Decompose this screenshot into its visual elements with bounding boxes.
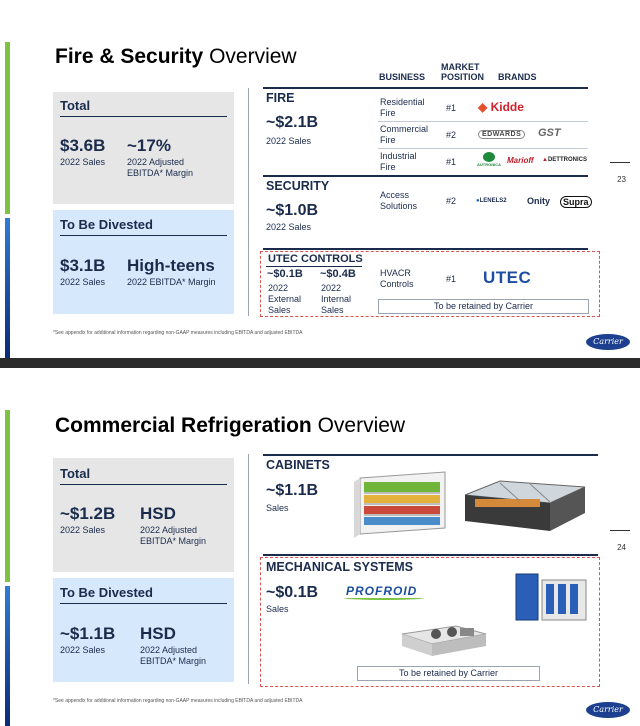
brand-edwards: EDWARDS [478,130,525,139]
total-margin-label: 2022 Adjusted EBITDA* Margin [140,525,207,546]
brand-gst: GST [538,127,561,139]
header-rule [263,87,588,89]
row-commercial-fire: Commercial Fire [380,124,429,145]
rank-industrial: #1 [446,157,457,167]
footnote: *See appendix for additional information regarding non-GAAP measures including EBITDA and adjusted EBITDA [53,330,303,336]
panel-rule [60,235,227,236]
divest-sales-value: $3.1B [60,256,106,275]
security-value: ~$1.0B [266,202,319,219]
panel-rule [60,116,227,117]
fire-heading: FIRE [266,91,295,105]
compressor-unit-image [396,616,492,660]
brand-profroid: PROFROID [346,584,417,598]
rank-commercial: #2 [446,130,457,140]
page-number: 24 [617,543,626,552]
brand-autronica: AUTRONICA [476,152,502,169]
divider-line [248,454,249,684]
accent-bar-green [5,410,10,582]
carrier-logo: Carrier [586,702,630,718]
utec-internal-value: ~$0.4B [320,268,356,280]
utec-internal-label: 2022 Internal Sales [321,283,352,315]
brand-supra: Supra [560,196,592,208]
security-label: 2022 Sales [266,222,312,232]
slide-commercial-refrigeration [0,368,640,726]
fire-label: 2022 Sales [266,136,312,146]
divest-sales-label: 2022 Sales [60,645,106,655]
mechanical-label: Sales [266,604,289,614]
accent-bar-blue [5,586,10,726]
mechanical-value: ~$0.1B [266,584,319,601]
utec-heading: UTEC CONTROLS [268,253,363,265]
triangle-icon: ▲ [542,157,548,163]
total-margin-value: ~17% [127,136,171,155]
slide-fire-security [0,0,640,358]
lenel-icon: ● [476,198,480,204]
retained-label: To be retained by Carrier [357,666,540,681]
total-panel [53,458,234,572]
panel-rule [60,484,227,485]
divest-heading: To Be Divested [60,217,153,232]
divest-panel [53,210,234,314]
section-rule [263,248,588,250]
utec-rule [266,266,362,267]
cabinets-heading: CABINETS [266,458,330,472]
section-rule [263,175,588,177]
panel-rule [60,603,227,604]
divider-line [248,88,249,316]
flame-icon: ◆ [478,100,488,114]
row-rule [378,121,588,122]
display-cabinet-image [350,468,450,540]
divest-sales-value: ~$1.1B [60,624,116,643]
autronica-icon [483,152,495,162]
brand-lenels2: ●LENELS2 [476,198,507,204]
total-sales-value: $3.6B [60,136,106,155]
divest-margin-value: HSD [140,624,176,643]
page-rule [610,530,630,531]
row-residential-fire: Residential Fire [380,97,425,118]
blue-rack-unit-image [512,570,590,626]
slide-separator [0,358,640,368]
row-access-solutions: Access Solutions [380,190,418,211]
rank-hvacr: #1 [446,274,457,284]
page-rule [610,162,630,163]
total-margin-value: HSD [140,504,176,523]
total-heading: Total [60,466,91,481]
security-heading: SECURITY [266,179,330,193]
utec-external-label: 2022 External Sales [268,283,302,315]
total-margin-label: 2022 Adjusted EBITDA* Margin [127,157,194,178]
mechanical-heading: MECHANICAL SYSTEMS [266,560,414,574]
cabinets-value: ~$1.1B [266,482,319,499]
divest-margin-label: 2022 EBITDA* Margin [127,277,216,287]
divest-margin-label: 2022 Adjusted EBITDA* Margin [140,645,207,666]
total-panel [53,92,234,204]
carrier-logo: Carrier [586,334,630,350]
brand-marioff: Marioff [507,156,534,165]
row-rule [378,148,588,149]
divest-margin-value: High-teens [127,256,215,275]
col-business: BUSINESS [379,72,426,82]
slide-title: Fire & Security Overview [55,45,297,68]
brand-detronics: ▲DETTRONICS [542,157,587,163]
utec-external-value: ~$0.1B [267,268,303,280]
header-rule [263,454,598,456]
swoosh-icon [344,596,424,600]
retained-label: To be retained by Carrier [378,299,589,314]
island-freezer-image [460,473,590,535]
col-market-position: MARKET POSITION [441,62,485,82]
col-brands: BRANDS [498,72,537,82]
divest-panel [53,578,234,682]
cabinets-label: Sales [266,503,289,513]
slide-title: Commercial Refrigeration Overview [55,414,406,437]
divest-sales-label: 2022 Sales [60,277,106,287]
section-rule [263,554,598,556]
brand-onity: Onity [527,196,551,206]
total-sales-value: ~$1.2B [60,504,116,523]
accent-bar-blue [5,218,10,358]
fire-value: ~$2.1B [266,114,319,131]
accent-bar-green [5,42,10,214]
total-sales-label: 2022 Sales [60,157,106,167]
rank-access: #2 [446,196,457,206]
row-industrial-fire: Industrial Fire [380,151,417,172]
brand-kidde: ◆ Kidde [478,100,524,114]
brand-utec: UTEC [483,268,532,287]
total-heading: Total [60,98,91,113]
total-sales-label: 2022 Sales [60,525,106,535]
rank-residential: #1 [446,103,457,113]
page-number: 23 [617,175,626,184]
row-hvacr-controls: HVACR Controls [380,268,414,289]
footnote: *See appendix for additional information regarding non-GAAP measures including EBITDA and adjusted EBITDA [53,698,303,704]
divest-heading: To Be Divested [60,585,153,600]
